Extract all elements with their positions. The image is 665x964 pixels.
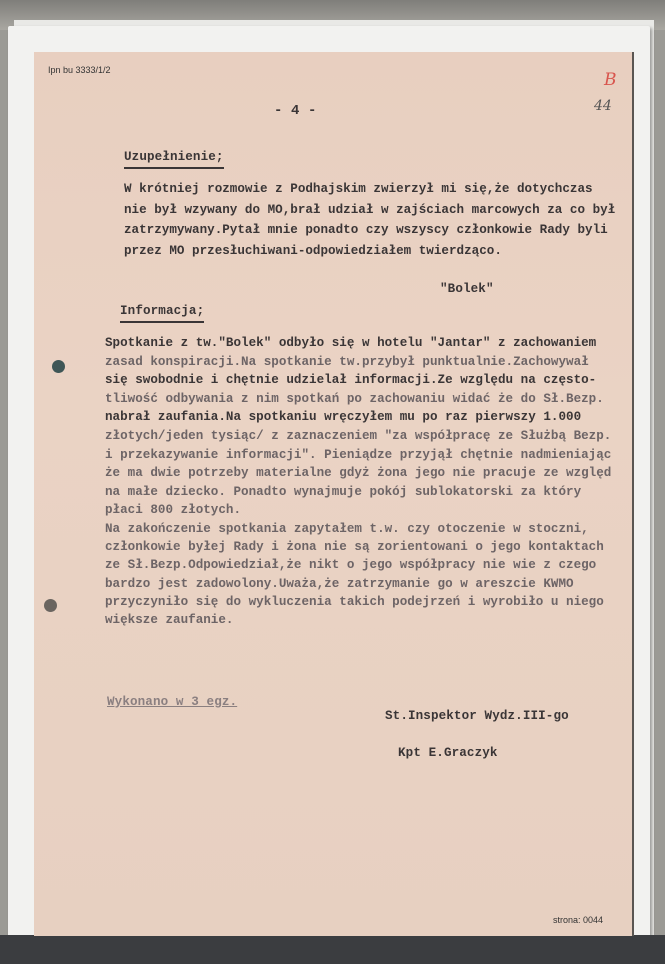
text-line: W krótniej rozmowie z Podhajskim zwierzył mi się,że dotychczas — [124, 182, 593, 196]
text-line: przyczyniło się do wykluczenia takich podejrzeń i wyrobiło u niego — [105, 594, 604, 609]
handwritten-folio: 44 — [594, 98, 612, 114]
desk-edge — [0, 935, 665, 964]
codename-signature: "Bolek" — [440, 282, 494, 296]
text-line: i przekazywanie informacji". Pieniądze przyjął chętnie nadmieniając — [105, 447, 612, 462]
text-line: zasad konspiracji.Na spotkanie tw.przybył punktualnie.Zachowywał — [105, 354, 589, 369]
text-line: większe zaufanie. — [105, 612, 234, 627]
page-marker: - 4 - — [274, 103, 317, 119]
officer-name: Kpt E.Graczyk — [398, 746, 498, 760]
officer-position: St.Inspektor Wydz.III-go — [385, 709, 569, 723]
archive-reference: Ipn bu 3333/1/2 — [48, 65, 111, 75]
handwritten-letter: B — [604, 70, 617, 90]
text-line: że ma dwie potrzeby materialne gdyż żona jego nie pracuje ze względ — [105, 466, 612, 481]
section-heading-information: Informacja; — [120, 304, 204, 323]
supplement-paragraph — [124, 182, 615, 264]
text-line: zatrzymywany.Pytał mnie ponadto czy wszyscy członkowie Rady byli — [124, 223, 608, 237]
text-line: przez MO przesłuchiwani-odpowiedziałem twierdząco. — [124, 243, 502, 258]
text-line: nie był wzywany do MO,brał udział w zajściach marcowych za co był — [124, 202, 616, 217]
text-line: członkowie byłej Rady i żona nie są zorientowani o jego kontaktach — [105, 540, 604, 555]
text-line: bardzo jest zadowolony.Uważa,że zatrzymanie go w areszcie KWMO — [105, 576, 574, 591]
text-line: się swobodnie i chętnie udzielał informacji.Ze względu na często- — [105, 373, 597, 388]
text-line: Na zakończenie spotkania zapytałem t.w. czy otoczenie w stoczni, — [105, 522, 589, 536]
closing-paragraph — [105, 522, 604, 631]
section-heading-supplement: Uzupełnienie; — [124, 150, 224, 169]
information-paragraph — [105, 336, 611, 522]
text-line: płaci 800 złotych. — [105, 503, 242, 518]
text-line: tliwość odbywania z nim spotkań po zachowaniu widać że do Sł.Bezp. — [105, 391, 604, 406]
text-line: ze Sł.Bezp.Odpowiedział,że nikt o jego współpracy nie wie z czego — [105, 558, 597, 573]
text-line: złotych/jeden tysiąc/ z zaznaczeniem "za współpracę ze Służbą Bezp. — [105, 428, 612, 443]
text-line: nabrał zaufania.Na spotkaniu wręczyłem mu po raz pierwszy 1.000 — [105, 410, 582, 425]
punch-hole-mark — [44, 599, 57, 612]
text-line: na małe dziecko. Ponadto wynajmuje pokój sublokatorski za który — [105, 484, 582, 499]
page-number: strona: 0044 — [553, 915, 604, 925]
text-line: Spotkanie z tw."Bolek" odbyło się w hotelu "Jantar" z zachowaniem — [105, 336, 597, 350]
punch-hole-mark — [52, 360, 65, 373]
copies-note: Wykonano w 3 egz. — [107, 695, 238, 709]
